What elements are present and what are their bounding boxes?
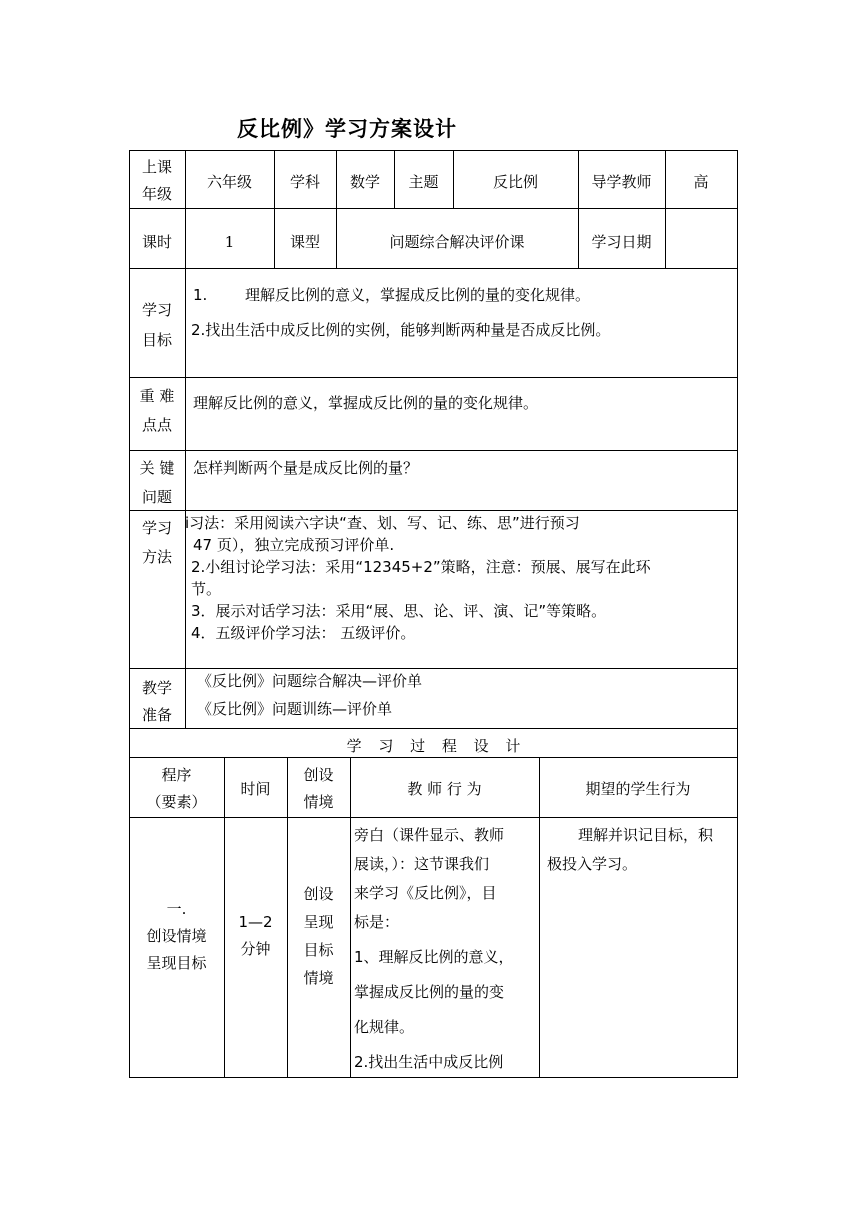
keyquestion-text: 怎样判断两个量是成反比例的量？ xyxy=(193,459,419,477)
keyquestion-label-line1: 关 键 xyxy=(139,459,175,477)
row1-time-line2: 分钟 xyxy=(240,940,271,958)
document-title: 反比例》学习方案设计 xyxy=(237,117,457,141)
goal-1-text: 理解反比例的意义，掌握成反比例的量的变化规律。 xyxy=(245,286,591,304)
process-section-title: 学 习 过 程 设 计 xyxy=(346,737,521,755)
grade-label-line1: 上课 xyxy=(141,158,172,176)
col-situation-line2: 情境 xyxy=(303,793,334,811)
method-3: 3．展示对话学习法：采用“展、思、论、评、演、记”等策略。 xyxy=(191,602,607,620)
method-2-line1: 2.小组讨论学习法：采用“12345+2”策略，注意：预展、展写在此环 xyxy=(191,558,651,576)
col-time: 时间 xyxy=(240,780,271,798)
lesson-plan-table xyxy=(129,150,738,1078)
teacher-label: 导学教师 xyxy=(591,173,652,191)
prep-label-line1: 教学 xyxy=(141,679,172,697)
goal-2-text: 2.找出生活中成反比例的实例，能够判断两种量是否成反比例。 xyxy=(191,321,611,339)
methods-label-line2: 方法 xyxy=(141,548,172,566)
methods-label-line1: 学习 xyxy=(141,519,172,537)
row1-situation-line2: 呈现 xyxy=(303,913,334,931)
type-label: 课型 xyxy=(289,233,320,251)
row1-teacher-line8: 2.找出生活中成反比例 xyxy=(354,1053,504,1071)
goals-label-line1: 学习 xyxy=(141,301,172,319)
col-student: 期望的学生行为 xyxy=(585,780,691,798)
row1-teacher-line7: 化规律。 xyxy=(354,1018,415,1036)
topic-value: 反比例 xyxy=(492,173,538,191)
teacher-value: 高 xyxy=(693,173,709,191)
col-situation-line1: 创设 xyxy=(303,766,334,784)
subject-value: 数学 xyxy=(349,173,380,191)
row1-teacher-line1: 旁白（课件显示、教师 xyxy=(354,826,505,844)
grade-label-line2: 年级 xyxy=(141,185,172,203)
type-value: 问题综合解决评价课 xyxy=(389,233,525,251)
date-label: 学习日期 xyxy=(591,233,652,251)
prep-label-line2: 准备 xyxy=(141,706,172,724)
row1-teacher-line6: 掌握成反比例的量的变 xyxy=(354,983,505,1001)
row1-teacher-line2: 展读，）：这节课我们 xyxy=(354,855,490,873)
keypoints-label-line2: 点点 xyxy=(141,416,172,434)
row1-step-line1: 一. xyxy=(166,900,187,918)
row1-time-line1: 1—2 xyxy=(238,913,273,931)
prep-item-1: 《反比例》问题综合解决—评价单 xyxy=(197,672,423,690)
keypoints-label-line1: 重 难 xyxy=(139,387,175,405)
row1-teacher-line5: 1、理解反比例的意义， xyxy=(354,948,514,966)
period-value: 1 xyxy=(224,233,235,251)
col-step-line1: 程序 xyxy=(161,766,192,784)
grade-value: 六年级 xyxy=(206,173,252,191)
row1-teacher-line3: 来学习《反比例》，目 xyxy=(354,884,497,902)
subject-label: 学科 xyxy=(289,173,320,191)
method-4: 4．五级评价学习法： 五级评价。 xyxy=(191,624,416,642)
keypoints-text: 理解反比例的意义，掌握成反比例的量的变化规律。 xyxy=(193,394,539,412)
row1-student-line1: 理解并识记目标，积 xyxy=(578,826,714,844)
row1-situation-line4: 情境 xyxy=(303,969,334,987)
goals-label-line2: 目标 xyxy=(141,331,172,349)
row1-teacher-line4: 标是： xyxy=(354,913,400,931)
col-step-line2: （要素） xyxy=(146,793,207,811)
row1-situation-line3: 目标 xyxy=(303,941,334,959)
prep-item-2: 《反比例》问题训练—评价单 xyxy=(197,700,393,718)
method-2-line2: 节。 xyxy=(191,580,222,598)
method-1-line1: i习法：采用阅读六字诀“查、划、写、记、练、思”进行预习 xyxy=(185,514,580,532)
goal-1-number: 1. xyxy=(193,286,208,304)
col-teacher: 教 师 行 为 xyxy=(407,780,482,798)
row1-situation-line1: 创设 xyxy=(303,885,334,903)
method-1-line2: 47 页），独立完成预习评价单. xyxy=(193,536,395,554)
period-label: 课时 xyxy=(141,233,172,251)
row1-step-line2: 创设情境 xyxy=(146,927,207,945)
topic-label: 主题 xyxy=(408,173,439,191)
keyquestion-label-line2: 问题 xyxy=(141,488,172,506)
row1-step-line3: 呈现目标 xyxy=(146,954,207,972)
row1-student-line2: 极投入学习。 xyxy=(547,855,638,873)
